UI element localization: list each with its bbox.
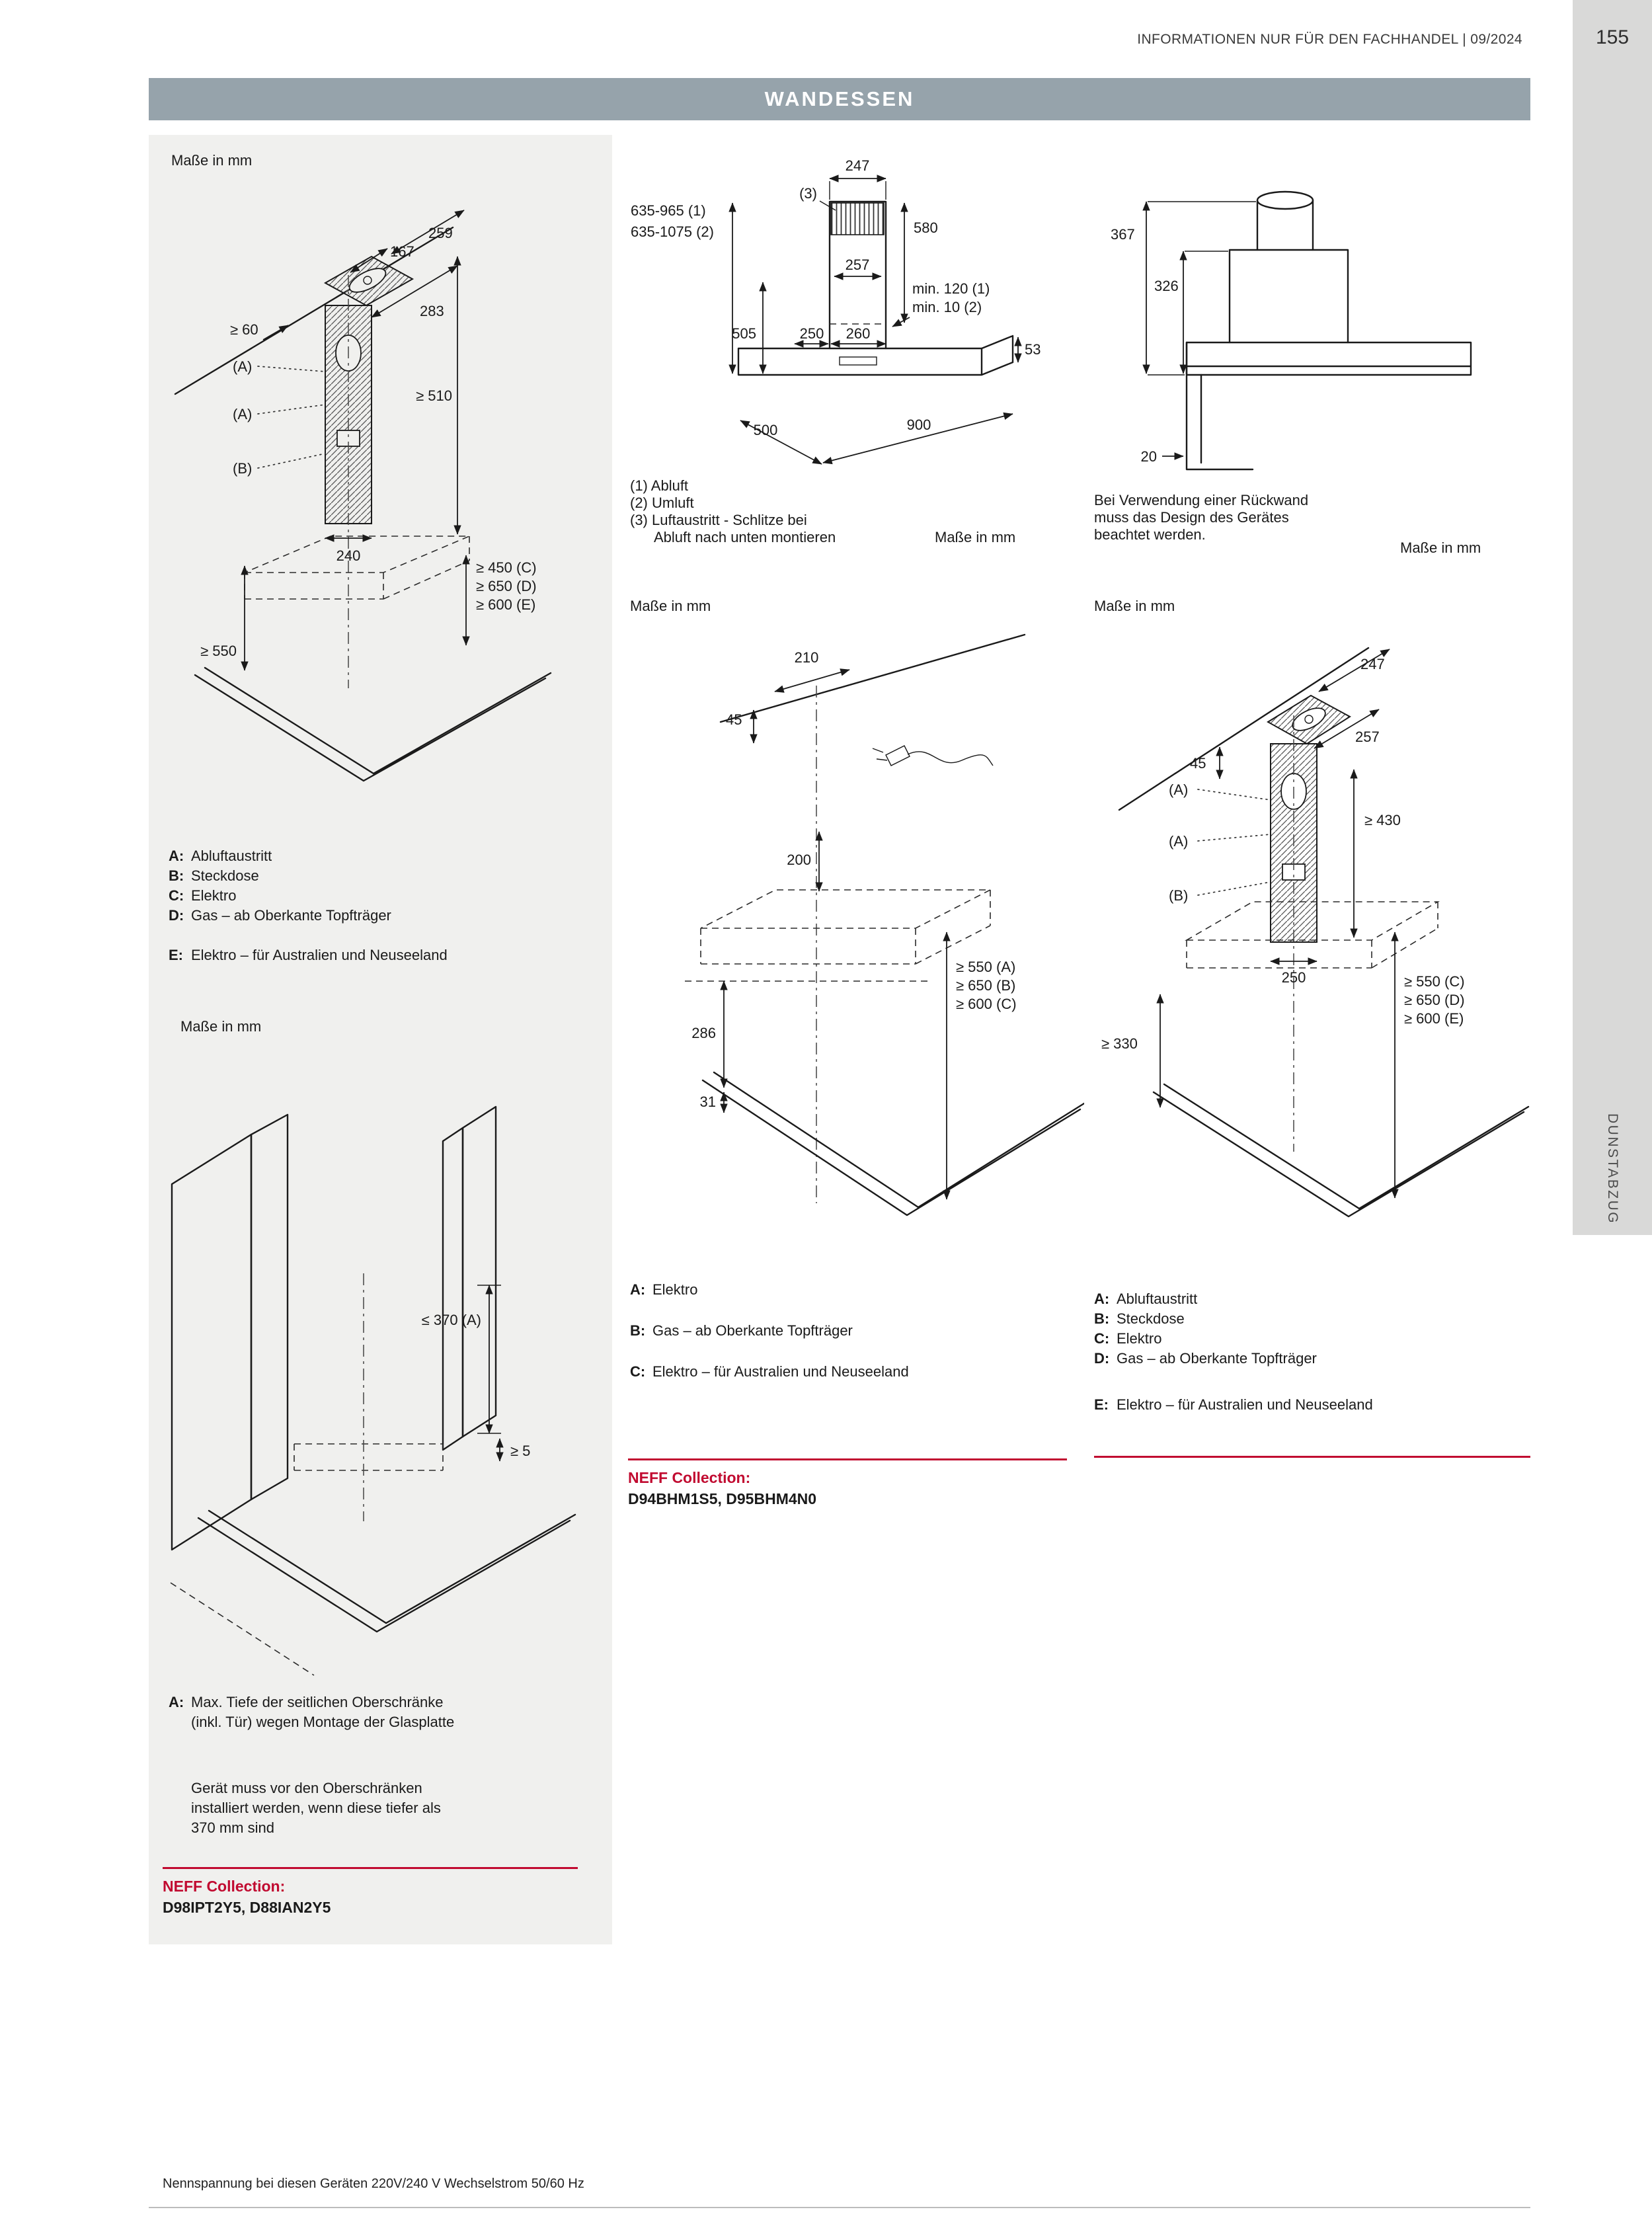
dim-45: 45 [1190,755,1206,772]
legend-text: Elektro – für Australien und Neuseeland [652,1363,909,1380]
dim-250: 250 [799,325,824,342]
legend-key: E: [169,947,183,963]
install-note [169,1778,454,1838]
wall-hood-outline [1119,648,1528,1216]
dim-900: 900 [906,417,931,433]
collection-rule [1094,1456,1530,1458]
legend-text: Gas – ab Oberkante Topfträger [191,907,391,924]
legend-text-continuation: (inkl. Tür) wegen Montage der Glasplatte [191,1714,455,1730]
collection-heading: NEFF Collection: [163,1878,286,1895]
caption-line: Bei Verwendung einer Rückwand [1094,492,1309,508]
legend-key: B: [1094,1310,1110,1327]
caption-line: muss das Design des Gerätes [1094,509,1289,526]
dim-53: 53 [1025,341,1041,358]
legend-item [630,1310,909,1351]
diagram-wall-mount-middle [621,629,1084,1271]
label-a2: (A) [1169,833,1189,850]
legend-item [169,906,448,926]
legend-text: Abluftaustritt [1117,1291,1198,1307]
dim-45: 45 [726,711,742,728]
dim-600e: ≥ 600 (E) [476,596,536,613]
legend-key: A: [1094,1291,1110,1307]
dimension-unit-note: Maße in mm [171,152,253,169]
dimension-unit-note: Maße in mm [1400,539,1481,556]
note-line: (3) Luftaustritt - Schlitze bei [630,512,807,528]
dim-247: 247 [1360,656,1385,672]
legend-text: Gas – ab Oberkante Topfträger [1117,1350,1317,1367]
legend-key: A: [630,1281,646,1298]
model-numbers: D94BHM1S5, D95BHM4N0 [628,1490,817,1507]
dim-326: 326 [1154,278,1179,294]
legend-item [1094,1329,1373,1349]
dim-283: 283 [420,303,444,319]
dim-650d: ≥ 650 (D) [476,578,537,594]
legend-key: C: [1094,1330,1110,1347]
dim-257: 257 [845,257,870,273]
legend-text: Elektro [1117,1330,1162,1347]
label-b: (B) [1169,887,1189,904]
dim-580: 580 [914,219,938,236]
dim-247: 247 [845,157,870,174]
header-info: INFORMATIONEN NUR FÜR DEN FACHHANDEL | 09/2024 [1137,32,1522,47]
label-a1: (A) [1169,781,1189,798]
install-note-line: 370 mm sind [191,1819,274,1836]
wall-hood-outline [175,227,551,781]
legend-text: Abluftaustritt [191,848,272,864]
legend-text: Steckdose [191,867,259,884]
dim-range-abluft: 635-965 (1) [631,202,706,219]
dim-31: 31 [699,1094,716,1110]
note-line: (2) Umluft [630,495,694,511]
legend-item [630,1351,909,1392]
dim-210: 210 [794,649,819,666]
m2-dimension-labels [691,649,1016,1110]
dim-5: ≥ 5 [510,1443,531,1459]
dimension-unit-note: Maße in mm [935,529,1016,545]
legend-key: C: [169,887,184,904]
legend-key: C: [630,1363,646,1380]
legend-connections-right [1094,1289,1373,1415]
dim-450c: ≥ 450 (C) [476,559,537,576]
model-numbers: D98IPT2Y5, D88IAN2Y5 [163,1899,331,1916]
section-title-bar: WANDESSEN [149,78,1530,120]
d2-dimension-labels [422,1312,531,1459]
dim-min120: min. 120 (1) [912,280,990,297]
chapter-tab [1573,0,1652,1235]
legend-item [1094,1395,1373,1415]
legend-text: Elektro [652,1281,698,1298]
legend-cabinet-note [169,1692,454,1838]
legend-item [169,846,448,866]
legend-key: A: [169,1694,184,1710]
dimension-unit-note: Maße in mm [630,598,711,614]
rueckwand-note [1094,492,1308,543]
footer-note: Nennspannung bei diesen Geräten 220V/240 V Wechselstrom 50/60 Hz [163,2176,584,2191]
legend-item [169,945,448,965]
wall-hood-outline [685,635,1084,1215]
install-note-line: installiert werden, wenn diese tiefer als [191,1800,441,1816]
dim-550a: ≥ 550 (A) [956,959,1016,975]
r1-dimension-labels [1111,226,1179,465]
legend-middle [630,1269,909,1392]
legend-item [630,1269,909,1310]
cabinet-outline [171,1107,575,1675]
note-line: (1) Abluft [630,477,689,494]
legend-item [1094,1309,1373,1329]
legend-item [169,1692,454,1712]
dim-367: 367 [1111,226,1135,243]
caption-line: beachtet werden. [1094,526,1206,543]
dimension-unit-note: Maße in mm [1094,598,1175,614]
dim-510: ≥ 510 [416,387,452,404]
dim-240: 240 [336,547,361,564]
legend-item [169,886,448,906]
dim-650d: ≥ 650 (D) [1404,992,1465,1008]
m2-dimension-lines [724,670,947,1199]
collection-rule [628,1458,1067,1460]
diagram-wall-mount-right [1091,629,1534,1271]
dim-600c: ≥ 600 (C) [956,996,1017,1012]
dim-330: ≥ 330 [1101,1035,1138,1052]
collection-heading: NEFF Collection: [628,1469,751,1486]
diagram-cabinet-clearance [159,1055,595,1690]
dim-min60: ≥ 60 [230,321,258,338]
legend-text: Steckdose [1117,1310,1185,1327]
legend-item [1094,1349,1373,1369]
legend-key: E: [1094,1396,1109,1413]
dim-550c: ≥ 550 (C) [1404,973,1465,990]
legend-connections-left [169,846,448,965]
duct-collar [1257,192,1313,209]
legend-key: D: [169,907,184,924]
legend-text: Elektro – für Australien und Neuseeland [1117,1396,1373,1413]
dimension-unit-note: Maße in mm [180,1018,262,1035]
chapter-tab-label: DUNSTABZUG [1605,1113,1620,1224]
legend-key: B: [169,867,184,884]
label-a1: (A) [233,358,253,375]
dim-600e: ≥ 600 (E) [1404,1010,1464,1027]
air-outlet-slits [831,203,884,235]
install-note-line: Gerät muss vor den Oberschränken [191,1780,422,1796]
legend-key: A: [169,848,184,864]
left-panel [149,135,612,1944]
diagram-front-view-middle [621,147,1078,477]
dim-range-umluft: 635-1075 (2) [631,223,714,240]
diagram-side-profile-right [1091,153,1514,484]
legend-key: B: [630,1322,646,1339]
legend-text: Elektro – für Australien und Neuseeland [191,947,448,963]
legend-key: D: [1094,1350,1110,1367]
dim-20: 20 [1140,448,1157,465]
label-3: (3) [799,185,817,202]
dim-200: 200 [787,852,811,868]
page-number: 155 [1595,26,1630,48]
note-line: Abluft nach unten montieren [654,529,836,545]
dim-min10: min. 10 (2) [912,299,982,315]
footer-rule [149,2207,1530,2208]
dim-650b: ≥ 650 (B) [956,977,1016,994]
dim-257: 257 [1355,729,1380,745]
dim-286: 286 [691,1025,716,1041]
legend-text: Gas – ab Oberkante Topfträger [652,1322,853,1339]
dim-500: 500 [753,422,778,438]
dim-505: 505 [732,325,756,342]
m1-dimension-labels [631,157,1041,438]
dim-167: 167 [390,243,414,260]
dim-260: 260 [846,325,871,342]
legend-text: Max. Tiefe der seitlichen Oberschränke [191,1694,444,1710]
hood-profile-outline [1187,192,1471,469]
dim-250: 250 [1281,969,1306,986]
power-plug [886,746,910,766]
dim-430: ≥ 430 [1364,812,1401,828]
legend-item [1094,1289,1373,1309]
label-b: (B) [233,460,253,477]
label-a2: (A) [233,406,253,422]
dim-550: ≥ 550 [200,643,237,659]
collection-rule [163,1867,578,1869]
diagram-notes [630,477,836,546]
legend-text: Elektro [191,887,237,904]
dim-370a: ≤ 370 (A) [421,1312,481,1328]
legend-item [169,866,448,886]
diagram-wall-mount-left [159,176,595,837]
dim-259: 259 [428,225,453,241]
